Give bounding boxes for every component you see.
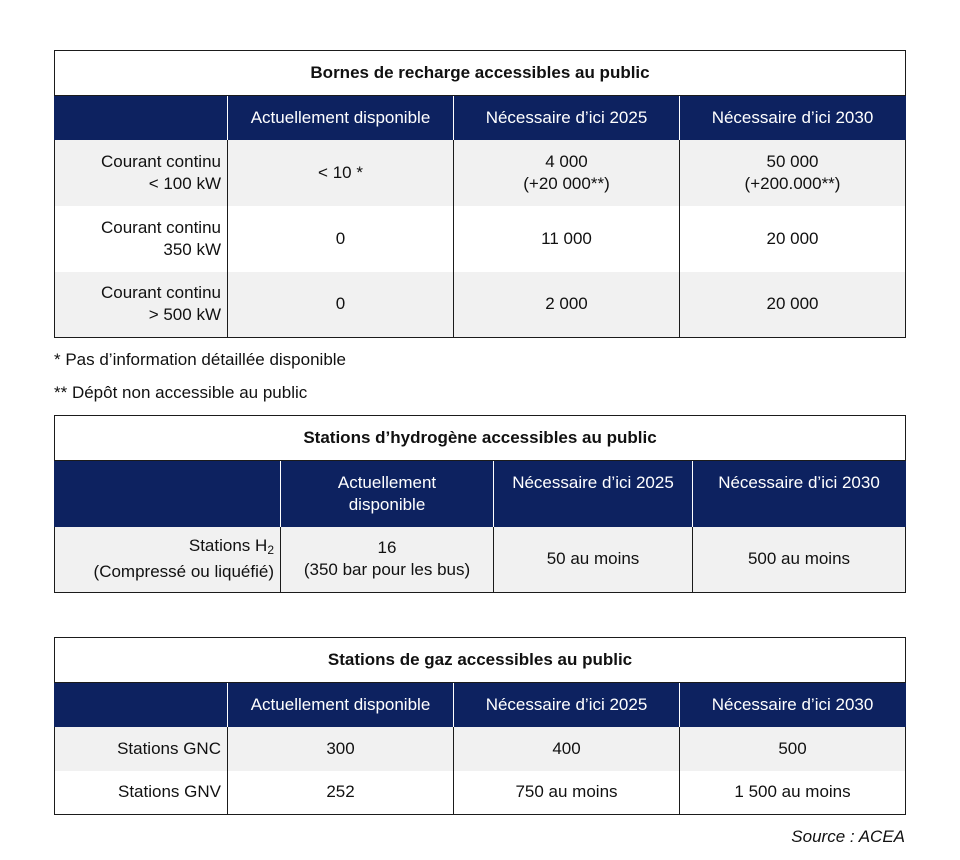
cell-current: 252 [228,771,454,815]
table-row [55,771,906,815]
cell-2025: 750 au moins [454,771,680,815]
cell-2025: 400 [454,727,680,771]
cell-current: 300 [228,727,454,771]
cell-2030-line2: (+200.000**) [744,173,841,193]
table-row [55,272,906,338]
header-empty [55,96,228,140]
header-2025: Nécessaire d’ici 2025 [494,461,693,527]
cell-current [281,527,494,593]
row-label-line1: Courant continu [100,283,221,303]
row-label [55,272,228,338]
charging-stations-table [54,50,906,338]
row-label-line2: < 100 kW [148,173,221,193]
cell-2030 [680,140,906,206]
cell-current: < 10 * [228,140,454,206]
cell-2030: 20 000 [680,206,906,272]
row-label-line1 [61,535,274,561]
cell-2030: 500 au moins [693,527,906,593]
header-empty [55,461,281,527]
cell-2025-line1: 4 000 [545,151,588,171]
footnote-2: ** Dépôt non accessible au public [54,383,308,402]
hydrogen-stations-table [54,415,906,593]
table-title: Bornes de recharge accessibles au public [55,51,906,96]
header-empty [55,683,228,727]
table-row [55,527,906,593]
cell-2030-line1: 50 000 [766,151,819,171]
row-label-line2: > 500 kW [148,305,221,325]
table-header-row [55,461,906,527]
cell-2030: 20 000 [680,272,906,338]
subscript: 2 [267,543,274,558]
cell-current-line2: (350 bar pour les bus) [303,560,471,580]
header-current-line1: Actuellement [337,472,437,492]
gas-stations-table [54,637,906,815]
header-2030: Nécessaire d’ici 2030 [693,461,906,527]
cell-2030: 500 [680,727,906,771]
header-current-line2: disponible [348,494,426,514]
row-label [55,527,281,593]
cell-2025: 50 au moins [494,527,693,593]
row-label: Stations GNV [55,771,228,815]
row-label-line1: Courant continu [100,217,221,237]
cell-current: 0 [228,272,454,338]
table-header-row [55,96,906,140]
cell-2025: 2 000 [454,272,680,338]
table-row [55,140,906,206]
row-label-line2: 350 kW [163,239,221,259]
footnote-1: * Pas d’information détaillée disponible [54,350,347,369]
cell-2025: 11 000 [454,206,680,272]
row-label-prefix: Stations H [188,536,268,556]
row-label [55,206,228,272]
header-2025: Nécessaire d’ici 2025 [454,96,680,140]
header-current: Actuellement disponible [228,683,454,727]
header-2030: Nécessaire d’ici 2030 [680,96,906,140]
row-label: Stations GNC [55,727,228,771]
table-header-row [55,683,906,727]
cell-2025 [454,140,680,206]
table-title-row [55,51,906,96]
header-current: Actuellement disponible [228,96,454,140]
cell-2025-line2: (+20 000**) [523,173,610,193]
row-label-line1: Courant continu [100,151,221,171]
header-current [281,461,494,527]
header-2025: Nécessaire d’ici 2025 [454,683,680,727]
table-row [55,727,906,771]
source-note: Source : ACEA [791,827,905,846]
cell-current: 0 [228,206,454,272]
row-label-line2: (Compressé ou liquéfié) [93,562,274,582]
table-title-row [55,416,906,461]
table-title: Stations d’hydrogène accessibles au public [55,416,906,461]
cell-2030: 1 500 au moins [680,771,906,815]
table-title-row [55,638,906,683]
table-title: Stations de gaz accessibles au public [55,638,906,683]
header-2030: Nécessaire d’ici 2030 [680,683,906,727]
table-row [55,206,906,272]
cell-current-line1: 16 [377,538,397,558]
row-label [55,140,228,206]
